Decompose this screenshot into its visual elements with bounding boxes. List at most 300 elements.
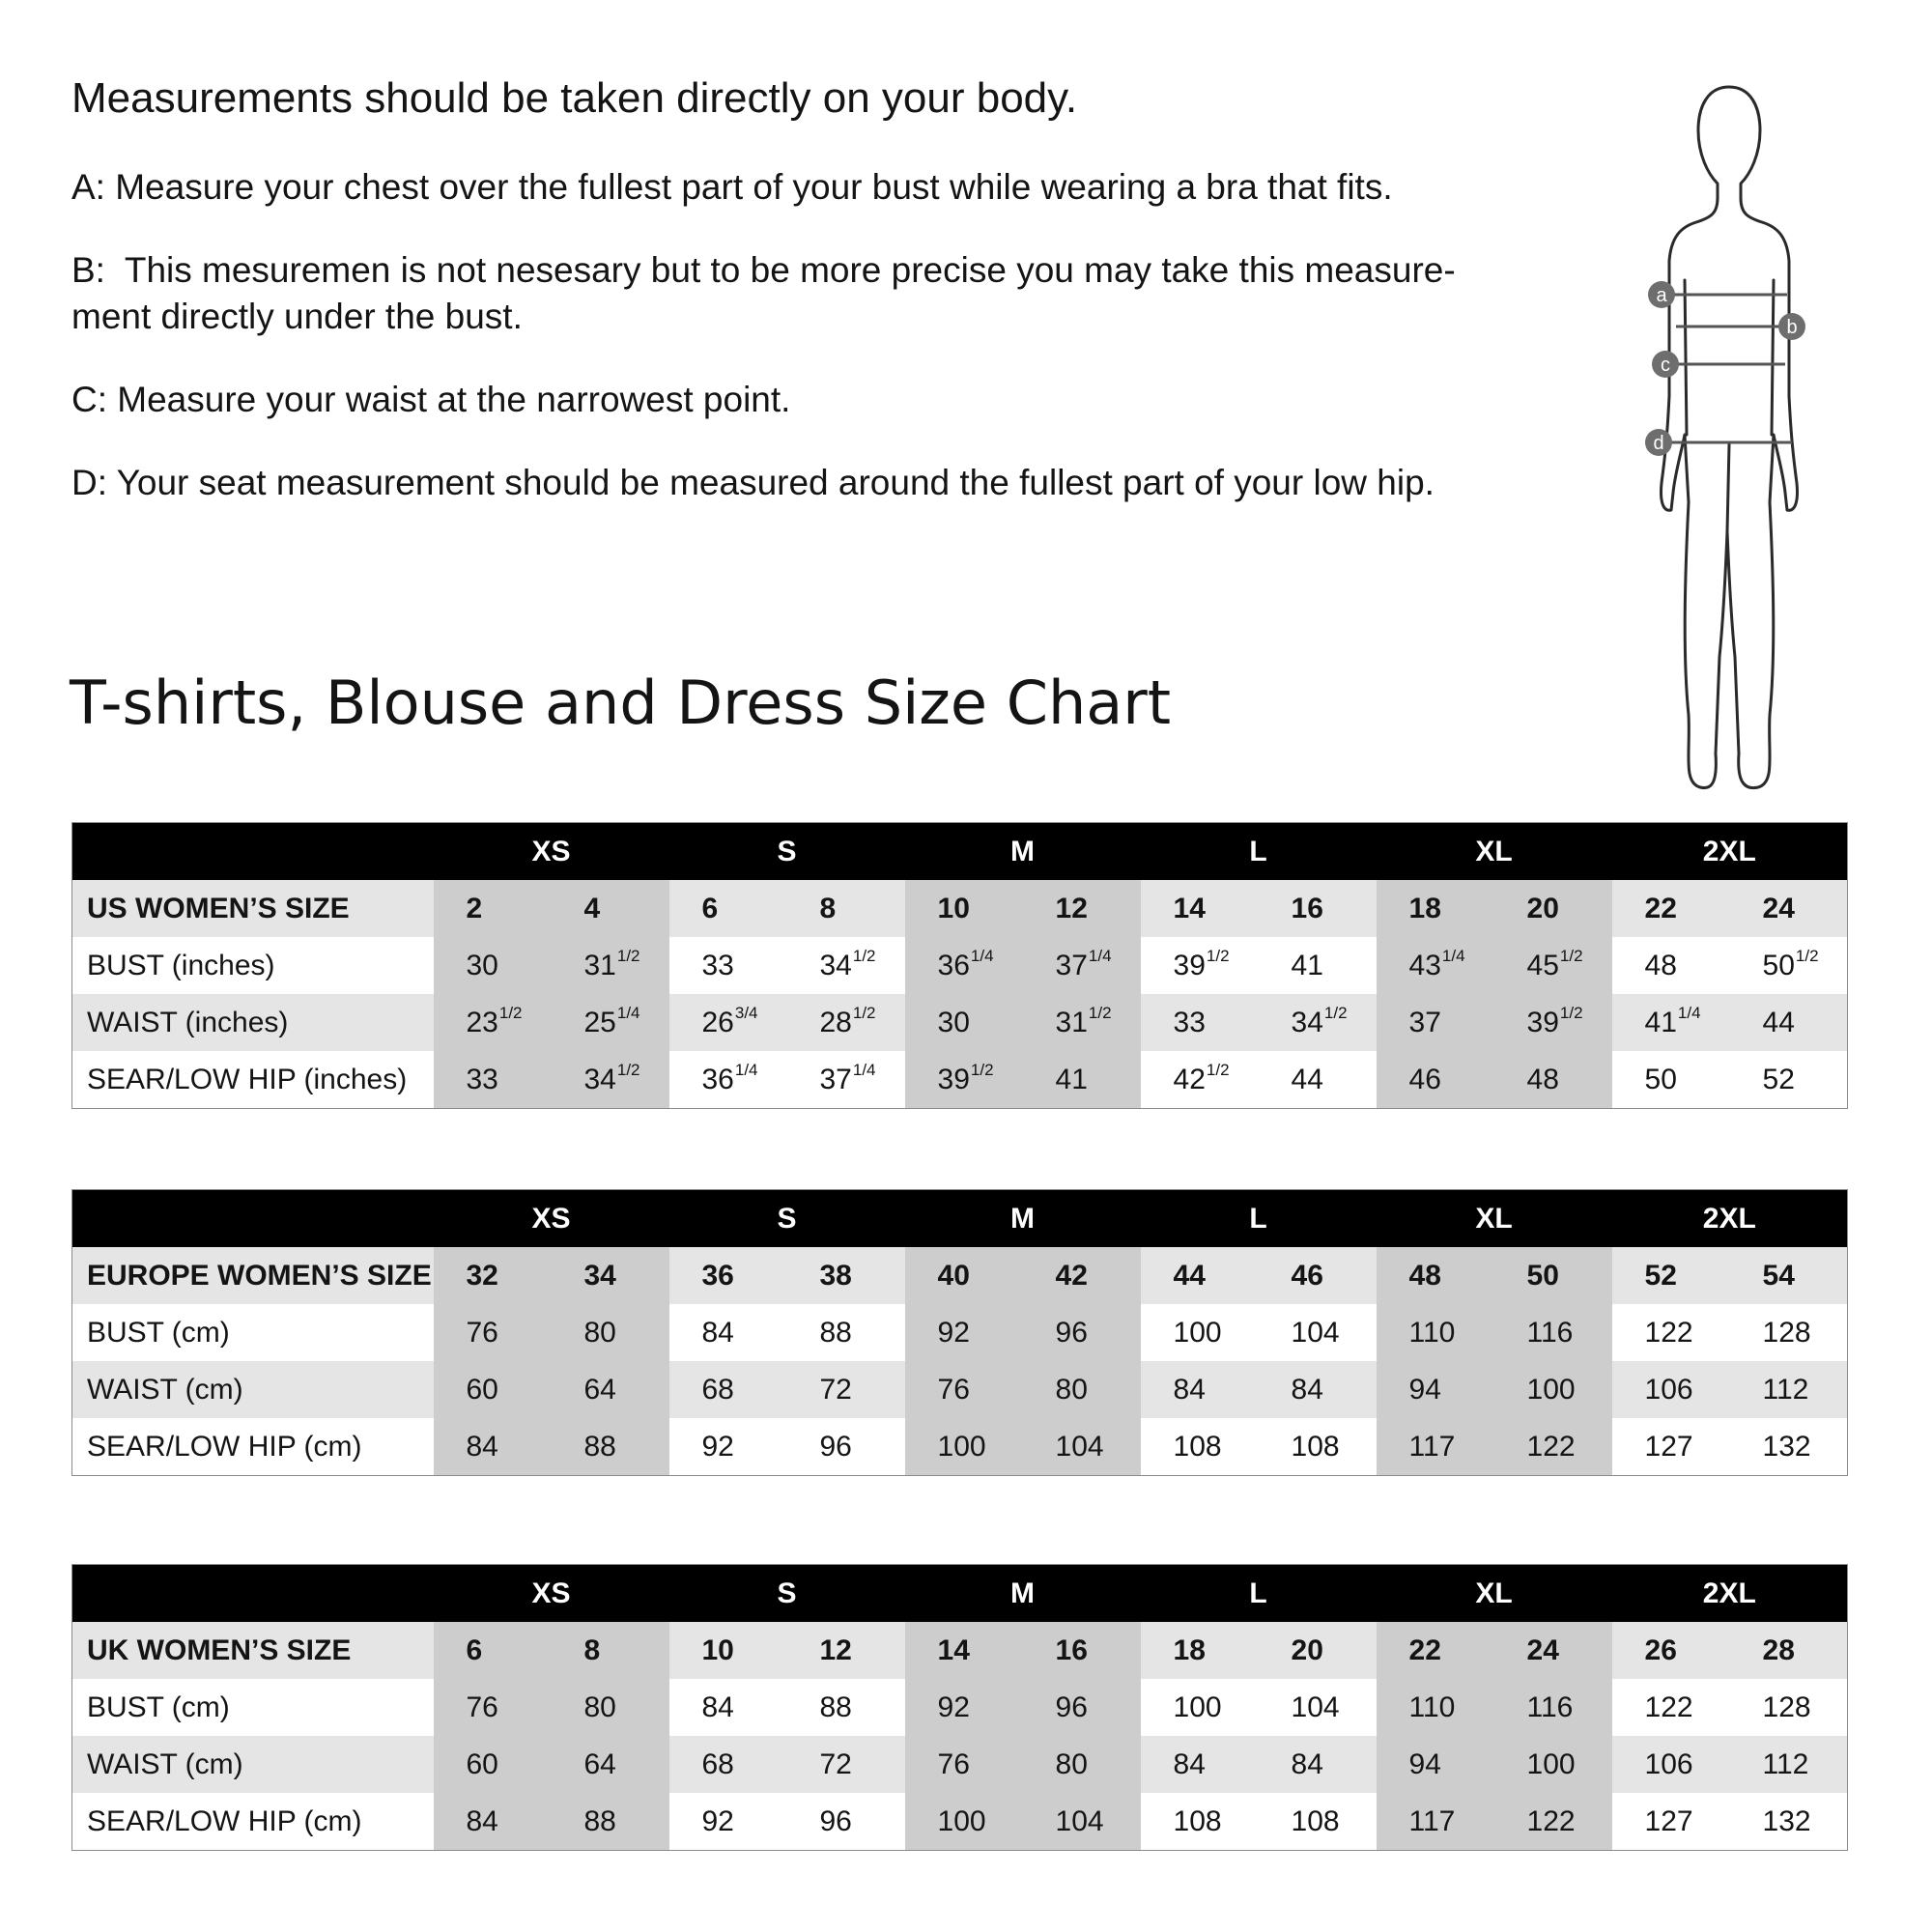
value-fraction: 1/2 bbox=[616, 1060, 640, 1079]
value-whole: 127 bbox=[1644, 1804, 1693, 1837]
measurement-row bbox=[72, 1304, 1848, 1361]
size-number-cell: 22 bbox=[1377, 1622, 1494, 1679]
size-number-cell: 28 bbox=[1730, 1622, 1848, 1679]
measurement-value bbox=[1141, 1679, 1259, 1736]
value-whole: 117 bbox=[1408, 1804, 1456, 1837]
size-group-label: L bbox=[1141, 1190, 1377, 1248]
value-whole: 84 bbox=[466, 1804, 498, 1837]
value-whole: 96 bbox=[1055, 1316, 1088, 1349]
value-whole: 92 bbox=[937, 1690, 970, 1723]
size-number-cell: 16 bbox=[1259, 880, 1377, 937]
size-number-row bbox=[72, 1622, 1848, 1679]
size-group-label: XL bbox=[1377, 1190, 1612, 1248]
value-whole: 100 bbox=[1526, 1373, 1576, 1406]
size-number-cell: 42 bbox=[1023, 1247, 1141, 1304]
value-whole: 72 bbox=[819, 1373, 852, 1406]
value-whole: 84 bbox=[1291, 1747, 1323, 1780]
value-whole: 52 bbox=[1762, 1063, 1795, 1095]
marker-a-label: a bbox=[1656, 285, 1667, 306]
value-whole: 23 bbox=[466, 1006, 498, 1038]
measurement-value bbox=[1730, 994, 1848, 1051]
measurement-value bbox=[1377, 1418, 1494, 1476]
measurement-value bbox=[1023, 1793, 1141, 1851]
value-whole: 127 bbox=[1644, 1430, 1693, 1463]
size-number-cell: 50 bbox=[1494, 1247, 1612, 1304]
size-number-cell: 54 bbox=[1730, 1247, 1848, 1304]
value-whole: 122 bbox=[1644, 1690, 1693, 1723]
measurement-value bbox=[1494, 937, 1612, 994]
measurement-value bbox=[905, 1051, 1023, 1109]
value-fraction: 1/4 bbox=[734, 1060, 758, 1079]
measurement-value bbox=[434, 1793, 552, 1851]
measurement-value bbox=[1494, 1051, 1612, 1109]
value-whole: 39 bbox=[1526, 1006, 1559, 1038]
value-whole: 60 bbox=[466, 1747, 498, 1780]
measurement-value bbox=[1730, 1304, 1848, 1361]
value-whole: 80 bbox=[583, 1690, 616, 1723]
value-whole: 88 bbox=[583, 1430, 616, 1463]
value-whole: 106 bbox=[1644, 1747, 1693, 1780]
marker-d-label: d bbox=[1653, 433, 1664, 454]
size-group-label: 2XL bbox=[1612, 1190, 1848, 1248]
measurement-value bbox=[1141, 1051, 1259, 1109]
measurement-value bbox=[669, 1736, 787, 1793]
value-whole: 96 bbox=[1055, 1690, 1088, 1723]
value-fraction: 1/4 bbox=[616, 1003, 640, 1022]
measurement-value bbox=[1377, 937, 1494, 994]
value-whole: 76 bbox=[466, 1690, 498, 1723]
measurement-value bbox=[669, 1793, 787, 1851]
measurement-value bbox=[434, 1736, 552, 1793]
size-number-cell: 52 bbox=[1612, 1247, 1730, 1304]
measurement-value bbox=[787, 1051, 905, 1109]
value-whole: 39 bbox=[937, 1063, 970, 1095]
measurement-value bbox=[1494, 1304, 1612, 1361]
value-whole: 25 bbox=[583, 1006, 616, 1038]
measurement-row bbox=[72, 1051, 1848, 1109]
measurement-value bbox=[1494, 1418, 1612, 1476]
value-whole: 80 bbox=[1055, 1747, 1088, 1780]
measurement-value bbox=[552, 1304, 669, 1361]
measurement-value bbox=[1259, 1418, 1377, 1476]
value-whole: 76 bbox=[937, 1373, 970, 1406]
value-whole: 46 bbox=[1408, 1063, 1441, 1095]
measurement-value bbox=[1377, 1736, 1494, 1793]
measurement-value bbox=[552, 1418, 669, 1476]
size-number-cell: 38 bbox=[787, 1247, 905, 1304]
size-number-cell: 16 bbox=[1023, 1622, 1141, 1679]
measurement-value bbox=[1023, 937, 1141, 994]
value-fraction: 1/2 bbox=[1559, 946, 1583, 965]
value-whole: 96 bbox=[819, 1804, 852, 1837]
size-number-cell: 44 bbox=[1141, 1247, 1259, 1304]
measurement-label: WAIST (inches) bbox=[72, 994, 434, 1051]
value-whole: 132 bbox=[1762, 1804, 1811, 1837]
size-number-cell: 10 bbox=[905, 880, 1023, 937]
value-whole: 28 bbox=[819, 1006, 852, 1038]
value-whole: 84 bbox=[1173, 1373, 1206, 1406]
value-whole: 68 bbox=[701, 1373, 734, 1406]
value-whole: 112 bbox=[1762, 1373, 1809, 1406]
size-system-label: UK WOMEN’S SIZE bbox=[72, 1622, 434, 1679]
measurement-value bbox=[1259, 1736, 1377, 1793]
value-whole: 110 bbox=[1408, 1690, 1456, 1723]
measurement-value bbox=[1141, 937, 1259, 994]
value-whole: 132 bbox=[1762, 1430, 1811, 1463]
measurement-value bbox=[1612, 1793, 1730, 1851]
value-whole: 34 bbox=[819, 949, 852, 981]
measurement-label: WAIST (cm) bbox=[72, 1361, 434, 1418]
measurement-label: SEAR/LOW HIP (cm) bbox=[72, 1793, 434, 1851]
value-whole: 116 bbox=[1526, 1690, 1574, 1723]
measurement-value bbox=[1612, 994, 1730, 1051]
value-whole: 100 bbox=[1173, 1690, 1222, 1723]
value-whole: 94 bbox=[1408, 1373, 1441, 1406]
measurement-value bbox=[1612, 1736, 1730, 1793]
measurement-value bbox=[1259, 1679, 1377, 1736]
value-fraction: 3/4 bbox=[734, 1003, 758, 1022]
measurement-value bbox=[1377, 1051, 1494, 1109]
measurement-value bbox=[787, 1361, 905, 1418]
measurement-label: SEAR/LOW HIP (inches) bbox=[72, 1051, 434, 1109]
instruction-b: B: This mesuremen is not nesesary but to be more precise you may take this measure- ment directly under the bust. bbox=[71, 250, 1456, 336]
value-fraction: 1/2 bbox=[852, 1003, 876, 1022]
size-group-label: M bbox=[905, 1565, 1141, 1623]
measurement-row bbox=[72, 1736, 1848, 1793]
measurement-value bbox=[1494, 1679, 1612, 1736]
measurement-value bbox=[552, 1679, 669, 1736]
size-number-cell: 6 bbox=[669, 880, 787, 937]
size-number-cell: 32 bbox=[434, 1247, 552, 1304]
measurement-value bbox=[905, 1418, 1023, 1476]
value-fraction: 1/2 bbox=[1323, 1003, 1348, 1022]
value-fraction: 1/2 bbox=[616, 946, 640, 965]
measurement-value bbox=[1023, 994, 1141, 1051]
measurement-value bbox=[1141, 1736, 1259, 1793]
measurement-value bbox=[787, 1679, 905, 1736]
value-whole: 64 bbox=[583, 1747, 616, 1780]
measurement-row bbox=[72, 994, 1848, 1051]
size-group-label: M bbox=[905, 1190, 1141, 1248]
value-whole: 31 bbox=[1055, 1006, 1088, 1038]
value-whole: 84 bbox=[466, 1430, 498, 1463]
header-blank-cell bbox=[72, 823, 434, 881]
measurement-value bbox=[1259, 1051, 1377, 1109]
value-whole: 100 bbox=[1526, 1747, 1576, 1780]
measurement-value bbox=[1612, 1051, 1730, 1109]
measurement-value bbox=[1494, 1793, 1612, 1851]
measurement-value bbox=[1377, 1361, 1494, 1418]
measurement-value bbox=[434, 994, 552, 1051]
size-group-header-row bbox=[72, 1565, 1848, 1623]
value-fraction: 1/4 bbox=[1088, 946, 1112, 965]
size-group-label: 2XL bbox=[1612, 823, 1848, 881]
value-whole: 84 bbox=[701, 1316, 734, 1349]
size-group-label: S bbox=[669, 1190, 905, 1248]
measurement-value bbox=[1259, 1793, 1377, 1851]
measurement-value bbox=[1141, 994, 1259, 1051]
value-whole: 33 bbox=[466, 1063, 498, 1095]
value-whole: 94 bbox=[1408, 1747, 1441, 1780]
instruction-d: D: Your seat measurement should be measured around the fullest part of your low hip. bbox=[71, 463, 1435, 502]
value-whole: 36 bbox=[937, 949, 970, 981]
value-whole: 39 bbox=[1173, 949, 1206, 981]
value-whole: 50 bbox=[1762, 949, 1795, 981]
value-fraction: 1/4 bbox=[1441, 946, 1465, 965]
size-group-label: XL bbox=[1377, 1565, 1612, 1623]
measurement-value bbox=[669, 994, 787, 1051]
size-number-cell: 24 bbox=[1730, 880, 1848, 937]
size-group-label: L bbox=[1141, 823, 1377, 881]
size-number-cell: 10 bbox=[669, 1622, 787, 1679]
measurement-value bbox=[1141, 1304, 1259, 1361]
value-fraction: 1/2 bbox=[1206, 1060, 1230, 1079]
value-whole: 122 bbox=[1526, 1804, 1576, 1837]
value-whole: 37 bbox=[1408, 1006, 1441, 1038]
intro-heading: Measurements should be taken directly on your body. bbox=[71, 74, 1078, 122]
size-number-cell: 46 bbox=[1259, 1247, 1377, 1304]
size-group-header-row bbox=[72, 1190, 1848, 1248]
measurement-value bbox=[1023, 1418, 1141, 1476]
measurement-value bbox=[1494, 1736, 1612, 1793]
value-fraction: 1/2 bbox=[852, 946, 876, 965]
measurement-value bbox=[1494, 1361, 1612, 1418]
measurement-value bbox=[1612, 1361, 1730, 1418]
measurement-value bbox=[905, 1793, 1023, 1851]
measurement-value bbox=[552, 937, 669, 994]
size-group-label: XL bbox=[1377, 823, 1612, 881]
measurement-label: SEAR/LOW HIP (cm) bbox=[72, 1418, 434, 1476]
size-number-cell: 24 bbox=[1494, 1622, 1612, 1679]
instruction-c: C: Measure your waist at the narrowest point. bbox=[71, 380, 791, 419]
body-measurement-figure bbox=[1604, 77, 1855, 802]
figure-arm-line bbox=[1772, 280, 1774, 435]
value-whole: 34 bbox=[1291, 1006, 1323, 1038]
value-whole: 88 bbox=[819, 1690, 852, 1723]
measurement-value bbox=[905, 1304, 1023, 1361]
measurement-value bbox=[787, 1418, 905, 1476]
measurement-value bbox=[1023, 1361, 1141, 1418]
measurement-value bbox=[1730, 1793, 1848, 1851]
measurement-row bbox=[72, 937, 1848, 994]
header-blank-cell bbox=[72, 1565, 434, 1623]
measurement-value bbox=[1023, 1736, 1141, 1793]
measurement-value bbox=[1141, 1793, 1259, 1851]
measurement-value bbox=[1612, 1418, 1730, 1476]
size-number-cell: 14 bbox=[1141, 880, 1259, 937]
size-number-cell: 20 bbox=[1259, 1622, 1377, 1679]
measurement-value bbox=[905, 1361, 1023, 1418]
size-group-label: L bbox=[1141, 1565, 1377, 1623]
size-number-cell: 48 bbox=[1377, 1247, 1494, 1304]
size-number-cell: 18 bbox=[1141, 1622, 1259, 1679]
value-whole: 80 bbox=[1055, 1373, 1088, 1406]
value-whole: 45 bbox=[1526, 949, 1559, 981]
measurement-value bbox=[1023, 1304, 1141, 1361]
measurement-value bbox=[669, 1679, 787, 1736]
value-whole: 116 bbox=[1526, 1316, 1574, 1349]
measurement-value bbox=[787, 994, 905, 1051]
measurement-value bbox=[1730, 937, 1848, 994]
marker-b-label: b bbox=[1786, 317, 1798, 338]
measurement-value bbox=[1612, 937, 1730, 994]
size-number-row bbox=[72, 1247, 1848, 1304]
measurement-value bbox=[434, 1051, 552, 1109]
measurement-value bbox=[1259, 1304, 1377, 1361]
size-group-label: 2XL bbox=[1612, 1565, 1848, 1623]
measurement-label: BUST (cm) bbox=[72, 1679, 434, 1736]
value-whole: 104 bbox=[1055, 1430, 1104, 1463]
marker-c-label: c bbox=[1661, 355, 1670, 376]
value-whole: 30 bbox=[466, 949, 498, 981]
uk-size-table bbox=[71, 1564, 1848, 1851]
value-whole: 92 bbox=[701, 1804, 734, 1837]
measurement-value bbox=[669, 1418, 787, 1476]
measurement-label: WAIST (cm) bbox=[72, 1736, 434, 1793]
value-fraction: 1/2 bbox=[1206, 946, 1230, 965]
size-number-cell: 12 bbox=[787, 1622, 905, 1679]
measurement-value bbox=[434, 1304, 552, 1361]
size-number-cell: 6 bbox=[434, 1622, 552, 1679]
size-number-cell: 22 bbox=[1612, 880, 1730, 937]
europe-size-table bbox=[71, 1189, 1848, 1476]
measurement-value bbox=[1730, 1361, 1848, 1418]
measurement-value bbox=[1730, 1051, 1848, 1109]
measurement-value bbox=[669, 1051, 787, 1109]
value-whole: 104 bbox=[1291, 1316, 1340, 1349]
value-whole: 72 bbox=[819, 1747, 852, 1780]
measurement-value bbox=[552, 994, 669, 1051]
value-whole: 41 bbox=[1644, 1006, 1677, 1038]
size-group-header-row bbox=[72, 823, 1848, 881]
value-whole: 117 bbox=[1408, 1430, 1456, 1463]
measurement-value bbox=[552, 1361, 669, 1418]
measurement-value bbox=[1494, 994, 1612, 1051]
measurement-value bbox=[552, 1793, 669, 1851]
measurement-value bbox=[434, 1418, 552, 1476]
measurement-row bbox=[72, 1418, 1848, 1476]
figure-arm-line bbox=[1685, 280, 1687, 435]
size-group-label: XS bbox=[434, 1190, 669, 1248]
size-number-cell: 18 bbox=[1377, 880, 1494, 937]
measurement-value bbox=[434, 1361, 552, 1418]
value-whole: 50 bbox=[1644, 1063, 1677, 1095]
value-fraction: 1/4 bbox=[852, 1060, 876, 1079]
value-whole: 100 bbox=[937, 1804, 986, 1837]
value-fraction: 1/2 bbox=[970, 1060, 994, 1079]
value-whole: 108 bbox=[1291, 1430, 1340, 1463]
measurement-label: BUST (cm) bbox=[72, 1304, 434, 1361]
measurement-row bbox=[72, 1679, 1848, 1736]
value-whole: 64 bbox=[583, 1373, 616, 1406]
measurement-value bbox=[1141, 1418, 1259, 1476]
measurement-value bbox=[1023, 1679, 1141, 1736]
value-whole: 60 bbox=[466, 1373, 498, 1406]
value-fraction: 1/4 bbox=[970, 946, 994, 965]
size-number-row bbox=[72, 880, 1848, 937]
value-whole: 48 bbox=[1644, 949, 1677, 981]
measurement-value bbox=[787, 1304, 905, 1361]
size-system-label: EUROPE WOMEN’S SIZE bbox=[72, 1247, 434, 1304]
value-whole: 48 bbox=[1526, 1063, 1559, 1095]
value-whole: 84 bbox=[1173, 1747, 1206, 1780]
value-whole: 122 bbox=[1526, 1430, 1576, 1463]
size-group-label: M bbox=[905, 823, 1141, 881]
value-whole: 37 bbox=[819, 1063, 852, 1095]
value-whole: 37 bbox=[1055, 949, 1088, 981]
value-whole: 128 bbox=[1762, 1316, 1811, 1349]
value-whole: 31 bbox=[583, 949, 616, 981]
value-whole: 34 bbox=[583, 1063, 616, 1095]
value-whole: 128 bbox=[1762, 1690, 1811, 1723]
value-whole: 84 bbox=[1291, 1373, 1323, 1406]
figure-leg-line bbox=[1727, 444, 1729, 531]
measurement-value bbox=[1730, 1418, 1848, 1476]
value-fraction: 1/4 bbox=[1677, 1003, 1701, 1022]
value-whole: 68 bbox=[701, 1747, 734, 1780]
value-whole: 33 bbox=[701, 949, 734, 981]
size-number-cell: 4 bbox=[552, 880, 669, 937]
value-whole: 42 bbox=[1173, 1063, 1206, 1095]
measurement-label: BUST (inches) bbox=[72, 937, 434, 994]
value-whole: 108 bbox=[1173, 1430, 1222, 1463]
measurement-value bbox=[787, 1736, 905, 1793]
instruction-a: A: Measure your chest over the fullest part of your bust while wearing a bra that fits. bbox=[71, 167, 1393, 207]
value-whole: 76 bbox=[466, 1316, 498, 1349]
value-whole: 100 bbox=[1173, 1316, 1222, 1349]
value-whole: 30 bbox=[937, 1006, 970, 1038]
measurement-value bbox=[1612, 1679, 1730, 1736]
measurement-value bbox=[669, 1361, 787, 1418]
measurement-value bbox=[905, 1736, 1023, 1793]
us-size-table bbox=[71, 822, 1848, 1109]
value-whole: 41 bbox=[1055, 1063, 1088, 1095]
size-number-cell: 34 bbox=[552, 1247, 669, 1304]
measurement-value bbox=[1377, 1304, 1494, 1361]
value-whole: 108 bbox=[1173, 1804, 1222, 1837]
value-whole: 33 bbox=[1173, 1006, 1206, 1038]
figure-head-outline bbox=[1661, 87, 1797, 788]
size-group-label: XS bbox=[434, 1565, 669, 1623]
value-whole: 26 bbox=[701, 1006, 734, 1038]
value-whole: 106 bbox=[1644, 1373, 1693, 1406]
size-number-cell: 14 bbox=[905, 1622, 1023, 1679]
measurement-value bbox=[1023, 1051, 1141, 1109]
value-whole: 112 bbox=[1762, 1747, 1809, 1780]
value-whole: 92 bbox=[937, 1316, 970, 1349]
measurement-value bbox=[1259, 937, 1377, 994]
measurement-value bbox=[1612, 1304, 1730, 1361]
size-group-label: S bbox=[669, 823, 905, 881]
value-whole: 104 bbox=[1055, 1804, 1104, 1837]
value-whole: 122 bbox=[1644, 1316, 1693, 1349]
measurement-value bbox=[905, 1679, 1023, 1736]
value-whole: 92 bbox=[701, 1430, 734, 1463]
value-whole: 44 bbox=[1291, 1063, 1323, 1095]
measurement-value bbox=[1377, 1793, 1494, 1851]
value-whole: 100 bbox=[937, 1430, 986, 1463]
size-group-label: S bbox=[669, 1565, 905, 1623]
measurement-value bbox=[552, 1736, 669, 1793]
value-whole: 104 bbox=[1291, 1690, 1340, 1723]
measurement-row bbox=[72, 1793, 1848, 1851]
value-fraction: 1/2 bbox=[1088, 1003, 1112, 1022]
value-whole: 84 bbox=[701, 1690, 734, 1723]
size-system-label: US WOMEN’S SIZE bbox=[72, 880, 434, 937]
size-number-cell: 2 bbox=[434, 880, 552, 937]
value-whole: 76 bbox=[937, 1747, 970, 1780]
measurement-value bbox=[787, 1793, 905, 1851]
